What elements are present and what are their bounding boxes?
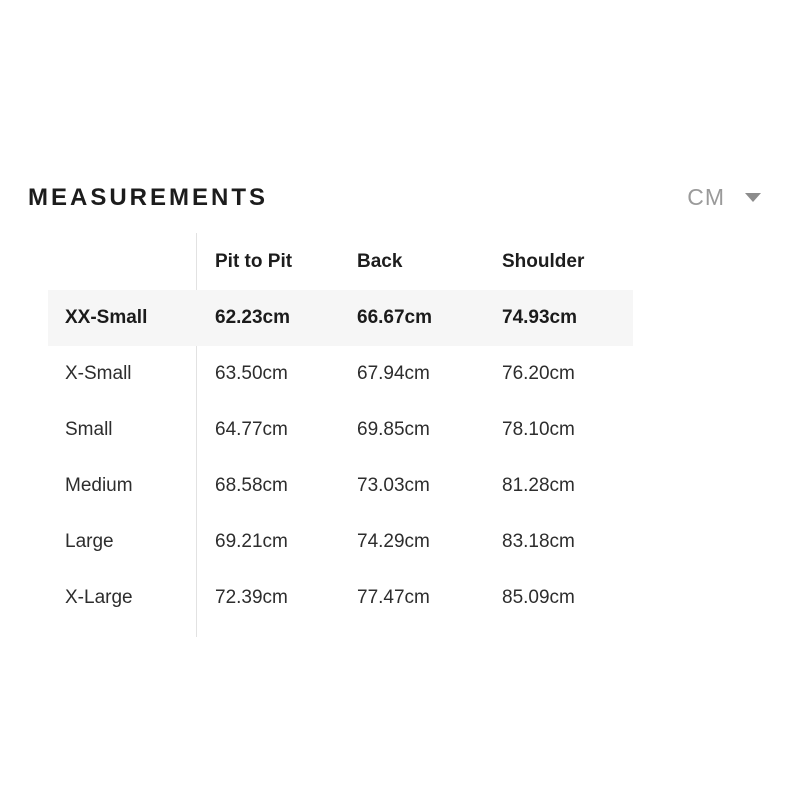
table-header-row [48, 233, 633, 290]
table-row [48, 402, 633, 458]
size-label: X-Small [65, 363, 132, 384]
unit-selector-value: CM [687, 184, 725, 210]
measurement-value-back: 77.47cm [357, 587, 430, 608]
size-label: Medium [65, 475, 133, 496]
measurement-value-pit-to-pit: 69.21cm [215, 531, 288, 552]
table-row [48, 570, 633, 626]
measurement-value-shoulder: 81.28cm [502, 475, 575, 496]
measurement-value-pit-to-pit: 72.39cm [215, 587, 288, 608]
measurement-value-back: 67.94cm [357, 363, 430, 384]
measurement-value-back: 74.29cm [357, 531, 430, 552]
measurement-value-shoulder: 76.20cm [502, 363, 575, 384]
size-label: X-Large [65, 587, 133, 608]
size-label: Small [65, 419, 113, 440]
measurements-table [48, 233, 633, 626]
table-row [48, 290, 633, 346]
measurement-value-pit-to-pit: 63.50cm [215, 363, 288, 384]
measurement-value-shoulder: 74.93cm [502, 307, 578, 328]
column-header-shoulder: Shoulder [502, 250, 585, 272]
measurement-value-back: 73.03cm [357, 475, 430, 496]
table-body [48, 290, 633, 626]
measurement-value-back: 69.85cm [357, 419, 430, 440]
size-label: Large [65, 531, 114, 552]
measurement-value-pit-to-pit: 68.58cm [215, 475, 288, 496]
measurement-value-shoulder: 85.09cm [502, 587, 575, 608]
unit-selector[interactable] [687, 184, 761, 211]
caret-down-icon [745, 193, 761, 202]
measurement-value-shoulder: 78.10cm [502, 419, 575, 440]
measurement-value-shoulder: 83.18cm [502, 531, 575, 552]
section-title: MEASUREMENTS [28, 183, 269, 211]
table-row [48, 514, 633, 570]
panel-header [28, 183, 772, 212]
column-header-pit-to-pit: Pit to Pit [215, 250, 293, 272]
table-row [48, 458, 633, 514]
measurement-value-back: 66.67cm [357, 307, 433, 328]
measurement-value-pit-to-pit: 64.77cm [215, 419, 288, 440]
size-label: XX-Small [65, 307, 148, 328]
measurement-value-pit-to-pit: 62.23cm [215, 307, 291, 328]
table-row [48, 346, 633, 402]
column-header-back: Back [357, 250, 403, 272]
